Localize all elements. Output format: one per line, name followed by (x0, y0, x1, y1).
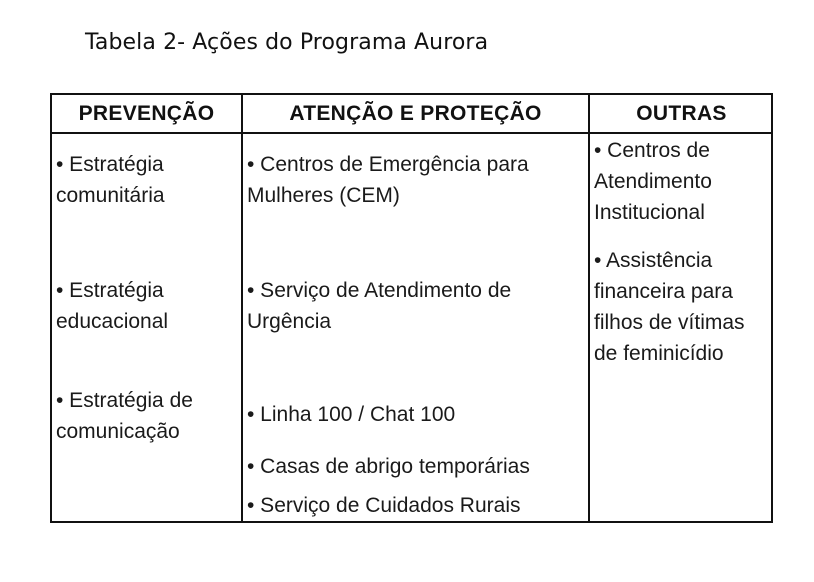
outras-item-line: Atendimento (594, 170, 712, 193)
prevencao-item (56, 149, 165, 211)
prevencao-item-line: • Estratégia (56, 279, 164, 302)
outras-item-line: Institucional (594, 201, 705, 224)
outras-item (594, 245, 745, 369)
atencao-item-line: Mulheres (CEM) (247, 184, 400, 207)
prevencao-item-line: comunitária (56, 184, 165, 207)
atencao-item-line: • Serviço de Atendimento de (247, 279, 512, 302)
prevencao-item-line: comunicação (56, 420, 180, 443)
prevencao-item (56, 275, 168, 337)
atencao-item-line: Urgência (247, 310, 332, 333)
atencao-item (247, 275, 511, 337)
atencao-item (247, 399, 455, 430)
atencao-item (247, 149, 529, 211)
table-caption: Tabela 2- Ações do Programa Aurora (85, 30, 489, 55)
atencao-item (247, 490, 520, 521)
outras-item-line: filhos de vítimas (594, 311, 745, 334)
outras-item-line: de feminicídio (594, 342, 724, 365)
header-atencao-protecao: ATENÇÃO E PROTEÇÃO (289, 101, 542, 125)
prevencao-item-line: • Estratégia de (56, 389, 193, 412)
header-divider (52, 132, 771, 134)
column-divider (241, 95, 243, 521)
prevencao-item-line: • Estratégia (56, 153, 164, 176)
atencao-item-line: • Linha 100 / Chat 100 (247, 403, 456, 426)
actions-table (50, 93, 773, 523)
header-prevencao: PREVENÇÃO (78, 101, 215, 125)
column-divider (588, 95, 590, 521)
outras-item-line: • Assistência (594, 249, 713, 272)
prevencao-item (56, 385, 193, 447)
atencao-item-line: • Centros de Emergência para (247, 153, 529, 176)
outras-item-line: • Centros de (594, 139, 710, 162)
atencao-item-line: • Casas de abrigo temporárias (247, 455, 530, 478)
outras-item-line: financeira para (594, 280, 733, 303)
atencao-item-line: • Serviço de Cuidados Rurais (247, 494, 521, 517)
outras-item (594, 135, 712, 228)
atencao-item (247, 451, 530, 482)
header-outras: OUTRAS (636, 101, 727, 125)
prevencao-item-line: educacional (56, 310, 169, 333)
